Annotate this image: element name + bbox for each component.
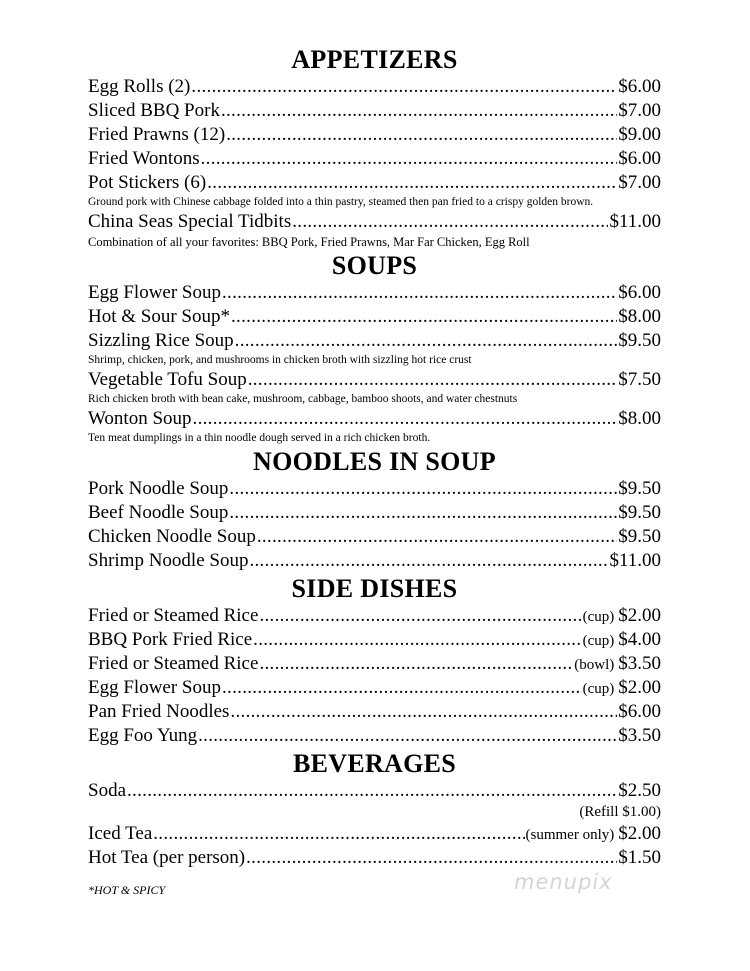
- item-description: Combination of all your favorites: BBQ Pork, Fried Prawns, Mar Far Chicken, Egg Roll: [88, 235, 530, 249]
- item-name: Hot & Sour Soup*: [88, 306, 230, 327]
- item-price: $9.50: [618, 330, 661, 351]
- menu-item: [88, 724, 661, 748]
- menu-item: [88, 477, 661, 501]
- menu-item: [88, 549, 661, 573]
- item-note: (Refill $1.00): [579, 804, 661, 820]
- menu-item: [88, 604, 661, 628]
- item-price: $1.50: [618, 847, 661, 868]
- dot-leader: [259, 652, 573, 676]
- menu-item: [88, 75, 661, 99]
- item-name: Hot Tea (per person): [88, 847, 246, 868]
- dot-leader: [207, 171, 617, 195]
- item-size: (summer only): [525, 827, 615, 843]
- dot-leader: [292, 210, 608, 234]
- item-price: $4.00: [618, 629, 661, 650]
- item-size: (cup): [582, 633, 615, 649]
- item-description: Ground pork with Chinese cabbage folded into a thin pastry, steamed then pan fried to a crispy golden brown.: [88, 196, 594, 208]
- dot-leader: [259, 604, 581, 628]
- dot-leader: [230, 700, 617, 724]
- dot-leader: [153, 822, 524, 846]
- item-name: China Seas Special Tidbits: [88, 211, 292, 232]
- menu-item: [88, 305, 661, 329]
- item-price: $6.00: [618, 76, 661, 97]
- item-price: $2.00: [618, 823, 661, 844]
- dot-leader: [221, 99, 617, 123]
- menu-item: [88, 652, 661, 676]
- dot-leader: [253, 628, 581, 652]
- item-price: $11.00: [609, 211, 661, 232]
- dot-leader: [201, 147, 618, 171]
- footnote-hot-spicy: *HOT & SPICY: [88, 883, 166, 897]
- item-price: $8.00: [618, 306, 661, 327]
- section-title-appetizers: APPETIZERS: [291, 45, 458, 74]
- section-title-beverages: BEVERAGES: [292, 749, 457, 778]
- menu-item: [88, 407, 661, 431]
- item-price: $9.50: [618, 502, 661, 523]
- item-name: Vegetable Tofu Soup: [88, 369, 247, 390]
- dot-leader: [257, 525, 617, 549]
- item-price: $2.00: [618, 677, 661, 698]
- item-price: $3.50: [618, 653, 661, 674]
- item-description: Shrimp, chicken, pork, and mushrooms in chicken broth with sizzling hot rice crust: [88, 354, 472, 366]
- item-price: $2.00: [618, 605, 661, 626]
- dot-leader: [127, 779, 617, 803]
- dot-leader: [193, 407, 618, 431]
- menu-item: [88, 281, 661, 305]
- menu-page: [88, 44, 661, 870]
- item-name: Fried or Steamed Rice: [88, 653, 259, 674]
- item-price: $7.50: [618, 369, 661, 390]
- item-price: $9.50: [618, 478, 661, 499]
- dot-leader: [222, 676, 582, 700]
- item-name: Pan Fried Noodles: [88, 701, 230, 722]
- item-name: Sizzling Rice Soup: [88, 330, 234, 351]
- menu-item: [88, 779, 661, 803]
- menu-item: [88, 846, 661, 870]
- menu-item: [88, 171, 661, 195]
- item-name: BBQ Pork Fried Rice: [88, 629, 253, 650]
- item-description: Ten meat dumplings in a thin noodle dough served in a rich chicken broth.: [88, 432, 431, 444]
- section-title-soups: SOUPS: [331, 251, 418, 280]
- item-price: $6.00: [618, 701, 661, 722]
- item-name: Wonton Soup: [88, 408, 192, 429]
- item-price: $7.00: [618, 172, 661, 193]
- menu-item: [88, 700, 661, 724]
- item-price: $9.50: [618, 526, 661, 547]
- item-price: $2.50: [618, 780, 661, 801]
- item-name: Egg Flower Soup: [88, 282, 221, 303]
- dot-leader: [226, 123, 617, 147]
- menu-item: [88, 210, 661, 234]
- item-price: $11.00: [609, 550, 661, 571]
- menu-item: [88, 329, 661, 353]
- dot-leader: [229, 501, 617, 525]
- item-name: Beef Noodle Soup: [88, 502, 229, 523]
- item-price: $7.00: [618, 100, 661, 121]
- item-name: Egg Foo Yung: [88, 725, 198, 746]
- menu-item: [88, 525, 661, 549]
- menu-item: [88, 628, 661, 652]
- item-price: $8.00: [618, 408, 661, 429]
- menu-item: [88, 822, 661, 846]
- section-title-side-dishes: SIDE DISHES: [291, 574, 458, 603]
- item-price: $3.50: [618, 725, 661, 746]
- dot-leader: [229, 477, 617, 501]
- section-title-noodles: NOODLES IN SOUP: [253, 447, 496, 476]
- item-name: Egg Flower Soup: [88, 677, 221, 698]
- menu-item: [88, 123, 661, 147]
- watermark-logo: menupix: [514, 870, 613, 894]
- dot-leader: [235, 329, 618, 353]
- item-name: Pot Stickers (6): [88, 172, 207, 193]
- menu-item: [88, 147, 661, 171]
- item-price: $6.00: [618, 148, 661, 169]
- menu-item: [88, 368, 661, 392]
- menu-item: [88, 99, 661, 123]
- item-description: Rich chicken broth with bean cake, mushroom, cabbage, bamboo shoots, and water chestnuts: [88, 393, 518, 405]
- item-name: Fried Wontons: [88, 148, 200, 169]
- menu-item: [88, 501, 661, 525]
- item-price: $6.00: [618, 282, 661, 303]
- item-size: (bowl): [574, 657, 615, 673]
- item-name: Chicken Noodle Soup: [88, 526, 256, 547]
- item-name: Iced Tea: [88, 823, 153, 844]
- item-name: Sliced BBQ Pork: [88, 100, 220, 121]
- dot-leader: [246, 846, 617, 870]
- item-size: (cup): [582, 681, 615, 697]
- item-name: Fried or Steamed Rice: [88, 605, 259, 626]
- item-name: Pork Noodle Soup: [88, 478, 229, 499]
- item-name: Soda: [88, 780, 126, 801]
- item-name: Shrimp Noodle Soup: [88, 550, 249, 571]
- dot-leader: [198, 724, 617, 748]
- item-size: (cup): [582, 609, 615, 625]
- dot-leader: [249, 549, 608, 573]
- dot-leader: [248, 368, 618, 392]
- dot-leader: [231, 305, 617, 329]
- item-price: $9.00: [618, 124, 661, 145]
- item-name: Egg Rolls (2): [88, 76, 191, 97]
- dot-leader: [191, 75, 617, 99]
- item-name: Fried Prawns (12): [88, 124, 226, 145]
- menu-item: [88, 676, 661, 700]
- dot-leader: [222, 281, 617, 305]
